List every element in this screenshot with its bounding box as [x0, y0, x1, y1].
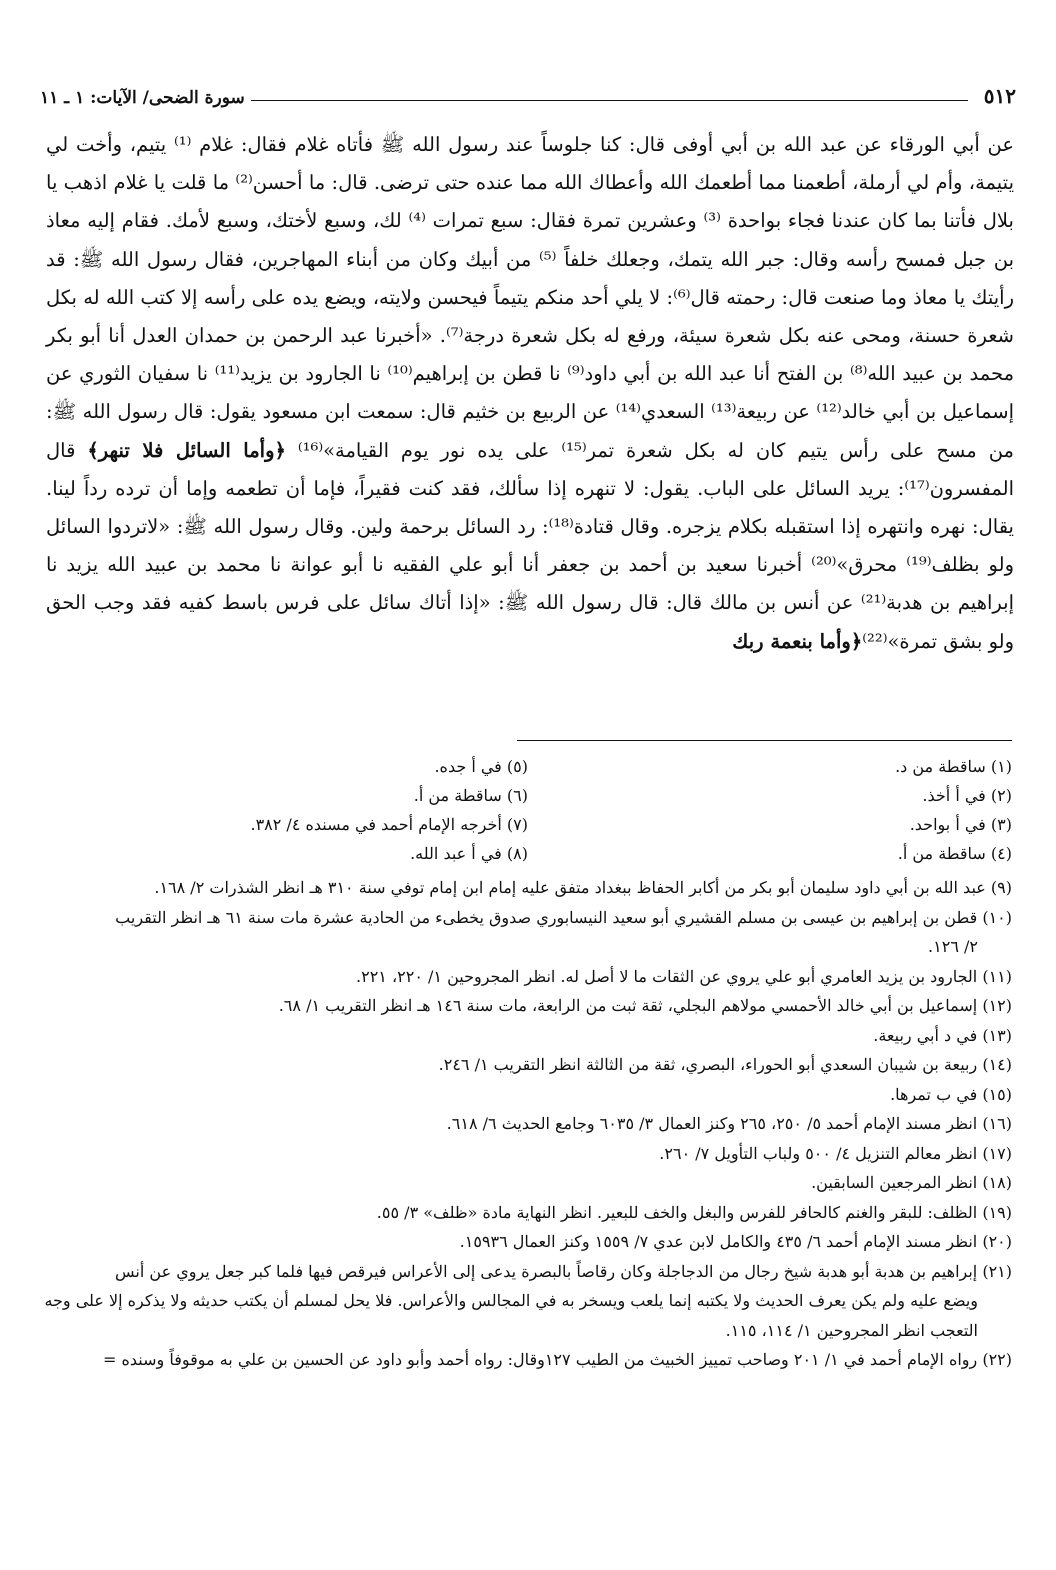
main-text: عن أبي الورقاء عن عبد الله بن أبي أوفى قال: كنا جلوساً عند رسول الله ﷺ فأتاه غلام فقال: غلام ⁽¹⁾ يتيم، وأخت لي يتيمة، وأم لي أرملة، أطعمنا مما أطعمك الله وأعطاك الله مما عنده حتى ترضى. قال: ما أحسن⁽²⁾ ما قلت يا غلام اذهب يا بلال فأتنا بما كان عندنا فجاء بواحدة ⁽³⁾ وعشرين تمرة فقال: سبع تمرات ⁽⁴⁾ لك، وسبع لأختك، وسبع لأمك. فقام إليه معاذ بن جبل فمسح رأسه وقال: جبر الله يتمك، وجعلك خلفاً ⁽⁵⁾ من أبيك وكان من أبناء المهاجرين، فقال رسول الله ﷺ: قد رأيتك يا معاذ وما صنعت قال: رحمته قال⁽⁶⁾: لا يلي أحد منكم يتيماً فيحسن ولايته، ويضع يده على رأسه إلا كتب الله له بكل شعرة حسنة، ومحى عنه بكل شعرة سيئة، ورفع له بكل شعرة درجة⁽⁷⁾. «أخبرنا عبد الرحمن بن حمدان العدل أنا أبو بكر محمد بن عبيد الله⁽⁸⁾ بن الفتح أنا عبد الله بن أبي داود⁽⁹⁾ نا قطن بن إبراهيم⁽¹⁰⁾ نا الجارود بن يزيد⁽¹¹⁾ نا سفيان الثوري عن إسماعيل بن أبي خالد⁽¹²⁾ عن ربيعة⁽¹³⁾ السعدي⁽¹⁴⁾ عن الربيع بن خثيم قال: سمعت ابن مسعود يقول: قال رسول الله ﷺ: من مسح على رأس يتيم كان له بكل شعرة تمر⁽¹⁵⁾ على يده نور يوم القيامة»⁽¹⁶⁾: [46, 133, 1015, 462]
short-footnotes: [44, 757, 1012, 873]
footnote-2: (٢) في أ أخذ.: [922, 786, 1012, 805]
footnote-7: (٧) أخرجه الإمام أحمد في مسنده ٤/ ٣٨٢.: [250, 815, 528, 834]
footnote-21-continuation: ويضع عليه ولم يكن يعرف الحديث ولا يكتبه إنما يلعب ويسخر به في المجالس والأعراس. فلا يحل لمسلم أن يكتب حديثه ولا يذكره إلا على وجه التعجب انظر المجروحين ١/ ١١٤، ١١٥.: [44, 1291, 978, 1340]
page-number: ٥١٢: [983, 84, 1016, 108]
footnote-13: (١٣) في د أبي ربيعة.: [873, 1025, 1012, 1045]
footnote-10-continuation: ٢/ ١٢٦.: [928, 937, 978, 956]
footnote-separator: [517, 740, 1012, 741]
footnote-11: (١١) الجارود بن يزيد العامري أبو علي يروي عن الثقات ما لا أصل له. انظر المجروحين ١/ ٢٢٠، ٢٢١.: [356, 966, 1012, 986]
running-title: سورة الضحى/ الآيات: ١ ـ ١١: [40, 88, 245, 108]
page-header: [40, 74, 1016, 108]
footnote-19: (١٩) الظلف: للبقر والغنم كالحافر للفرس والبغل والخف للبعير. انظر النهاية مادة «ظلف» ٣/ ٥٥.: [376, 1202, 1012, 1222]
footnote-14: (١٤) ربيعة بن شيبان السعدي أبو الحوراء، البصري، ثقة من الثالثة انظر التقريب ١/ ٢٤٦.: [438, 1055, 1012, 1074]
footnote-6: (٦) ساقطة من أ.: [413, 786, 528, 805]
footnote-17: (١٧) انظر معالم التنزيل ٤/ ٥٠٠ ولباب التأويل ٧/ ٢٦٠.: [659, 1143, 1012, 1163]
footnotes: [44, 873, 1012, 1375]
footnote-22: (٢٢) رواه الإمام أحمد في ١/ ٢٠١ وصاحب تمييز الخبيث من الطيب ١٢٧وقال: رواه أحمد وأبو داود عن الحسين بن علي به موقوفاً وسنده =: [103, 1350, 1012, 1369]
footnote-10: (١٠) قطن بن إبراهيم بن عيسى بن مسلم القشيري أبو سعيد النيسابوري صدوق يخطىء من الحادية عشرة مات سنة ٦١ هـ انظر التقريب: [115, 907, 1012, 927]
footnote-8: (٨) في أ عبد الله.: [410, 844, 528, 863]
main-text-2: قال المفسرون⁽¹⁷⁾: يريد السائل على الباب. يقول: لا تنهره إذا سألك، فقد كنت فقيراً، فإما أن تطعمه وإما أن ترده رداً لينا. يقال: نهره وانتهره إذا استقبله بكلام يزجره. وقال قتادة⁽¹⁸⁾: رد السائل برحمة ولين. وقال رسول الله ﷺ: «لاتردوا السائل ولو بظلف⁽¹⁹⁾ محرق»⁽²⁰⁾ أخبرنا سعيد بن أحمد بن جعفر أنا أبو علي الفقيه نا أبو عوانة نا محمد بن عبيد الله يزيد نا إبراهيم بن هدبة⁽²¹⁾ عن أنس بن مالك قال: قال رسول الله ﷺ: «إذا أتاك سائل على فرس باسط كفيه فقد وجب الحق ولو بشق تمرة»⁽²²⁾: [46, 438, 1014, 653]
footnote-5: (٥) في أ جده.: [434, 757, 528, 776]
footnote-16: (١٦) انظر مسند الإمام أحمد ٥/ ٢٥٠، ٢٦٥ وكنز العمال ٣/ ٦٠٣٥ وجامع الحديث ٦/ ٦١٨.: [446, 1114, 1012, 1133]
footnote-12: (١٢) إسماعيل بن أبي خالد الأحمسي مولاهم البجلي، ثقة ثبت من الرابعة، مات سنة ١٤٦ هـ انظر التقريب ١/ ٦٨.: [278, 996, 1012, 1015]
header-rule: [251, 100, 968, 101]
footnote-3: (٣) في أ بواحد.: [909, 815, 1012, 834]
main-paragraph: [46, 126, 1014, 661]
footnote-21: (٢١) إبراهيم بن هدبة أبو هدبة شيخ رجال من الدجاجلة وكان رقاصاً بالبصرة يدعى إلى الأعراس فيرقص فيها فلما كبر جعل يروي عن أنس: [115, 1261, 1012, 1281]
footnote-15: (١٥) في ب تمرها.: [890, 1084, 1012, 1104]
footnote-9: (٩) عبد الله بن أبي داود سليمان أبو بكر من أكابر الحفاظ ببغداد متفق عليه إمام ابن إمام توفي سنة ٣١٠ هـ انظر الشذرات ٢/ ١٦٨.: [154, 878, 1012, 897]
quran-verse-2: ﴿وأما بنعمة ربك: [732, 629, 863, 653]
footnote-18: (١٨) انظر المرجعين السابقين.: [811, 1173, 1012, 1192]
footnote-20: (٢٠) انظر مسند الإمام أحمد ٦/ ٤٣٥ والكامل لابن عدي ٧/ ١٥٥٩ وكنز العمال ١٥٩٣٦.: [459, 1232, 1012, 1251]
footnote-4: (٤) ساقطة من أ.: [897, 844, 1012, 863]
quran-verse-1: ﴿وأما السائل فلا تنهر﴾: [87, 438, 286, 462]
footnote-1: (١) ساقطة من د.: [895, 757, 1012, 776]
main-text-block: [46, 126, 1014, 661]
